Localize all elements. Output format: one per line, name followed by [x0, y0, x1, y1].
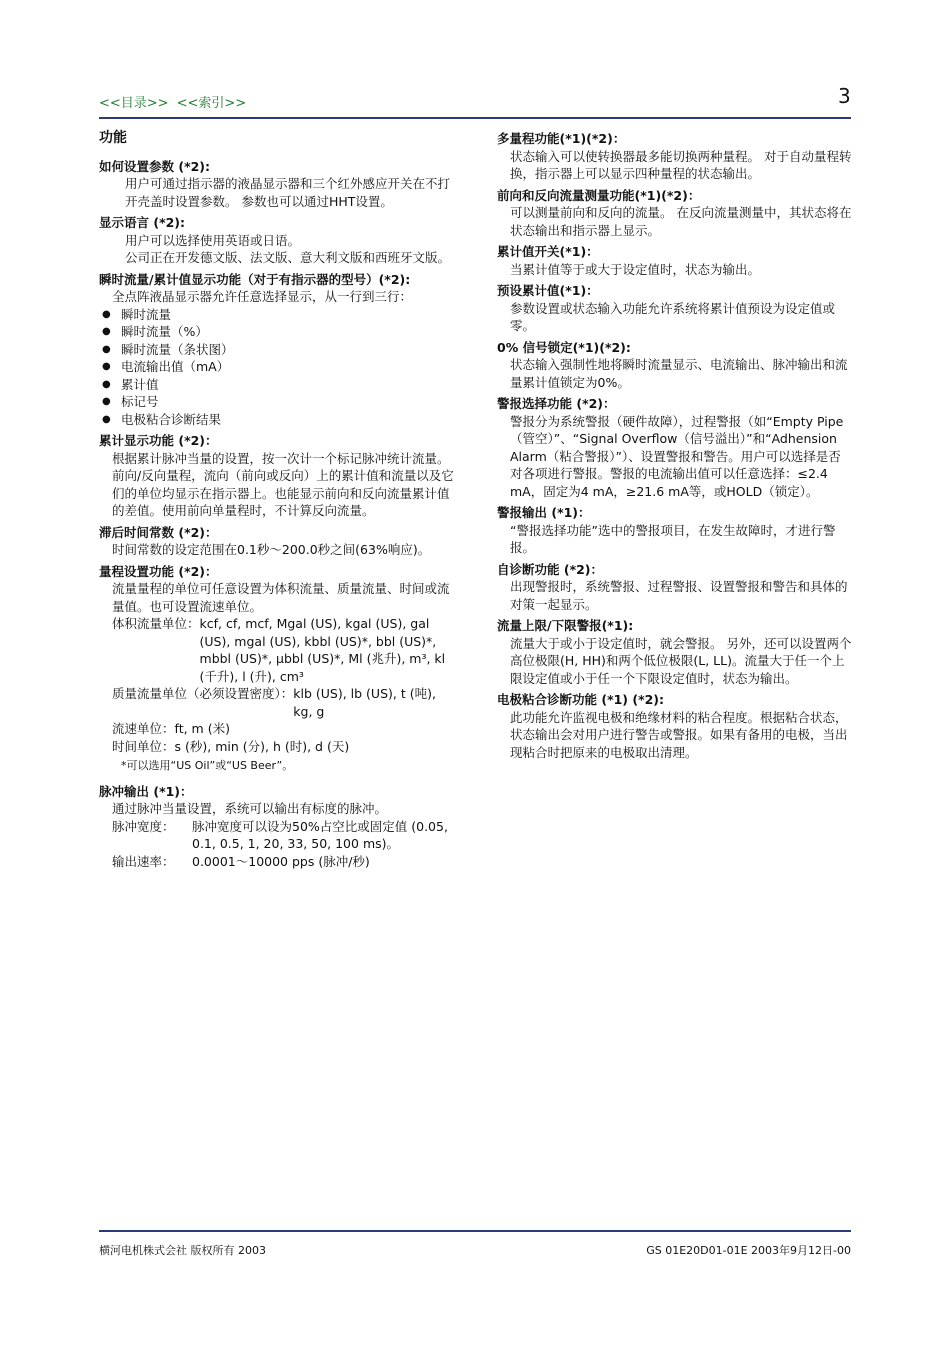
pulse-rate-row	[99, 853, 457, 871]
language-text-2: 公司正在开发德文版、法文版、意大利文版和西班牙文版。	[125, 250, 451, 265]
pulse-rate-value: 0.0001～10000 pps (脉冲/秒)	[192, 853, 370, 869]
list-item: ● 电极粘合诊断结果	[99, 411, 457, 429]
list-item: ● 电流输出值（mA）	[99, 358, 457, 376]
setting-title: 如何设置参数 (*2):	[99, 158, 211, 174]
zerolock-title: 0% 信号锁定(*1)(*2):	[497, 339, 631, 355]
totalswitch-text: 当累计值等于或大于设定值时，状态为输出。	[510, 261, 761, 277]
header-rule	[99, 117, 851, 119]
mass-unit-label: 质量流量单位（必须设置密度）：	[112, 686, 294, 701]
list-item: ● 瞬时流量（条状图）	[99, 341, 457, 359]
index-link[interactable]: <<索引>>	[176, 96, 247, 111]
contents-link[interactable]: <<目录>>	[99, 96, 169, 111]
right-column	[497, 130, 852, 761]
section-title: 功能	[99, 130, 127, 146]
pulse-text: 通过脉冲当量设置，系统可以输出有标度的脉冲。	[112, 801, 388, 816]
selfdiag-title: 自诊断功能 (*2)：	[497, 561, 604, 577]
time-unit-row	[99, 738, 457, 756]
time-unit-label: 时间单位：	[112, 738, 175, 754]
totalizer-title: 累计显示功能 (*2)：	[99, 433, 218, 448]
alarmout-text: “警报选择功能”选中的警报项目，在发生故障时，才进行警报。	[510, 522, 836, 555]
unit-note: *可以选用“US Oil”或“US Beer”。	[121, 759, 294, 772]
span-text: 流量量程的单位可任意设置为体积流量、质量流量、时间或流量值。也可设置流速单位。	[112, 581, 450, 614]
display-list	[99, 306, 457, 429]
velocity-unit-row	[99, 720, 457, 738]
mass-unit-row	[99, 685, 457, 720]
setting-text: 用户可通过指示器的液晶显示器和三个红外感应开关在不打开壳盖时设置参数。 参数也可以通过HHT设置。	[125, 176, 451, 209]
totalizer-text: 根据累计脉冲当量的设置，按一次计一个标记脉冲统计流量。前向/反向量程，流向（前向或反向）上的累计值和流量以及它们的单位均显示在指示器上。也能显示前向和反向流量累计值的差值。使用前向单量程时，不计算反向流量。	[112, 450, 454, 518]
language-text-1: 用户可以选择使用英语或日语。	[125, 232, 301, 248]
totalswitch-title: 累计值开关(*1)：	[497, 244, 599, 259]
selfdiag-text: 出现警报时，系统警报、过程警报、设置警报和警告和具体的对策一起显示。	[510, 579, 848, 612]
list-item: ● 标记号	[99, 393, 457, 411]
preset-text: 参数设置或状态输入功能允许系统将累计值预设为设定值或零。	[510, 300, 836, 333]
list-item: ● 瞬时流量（%）	[99, 323, 457, 341]
page-number: 3	[838, 84, 851, 108]
multirange-text: 状态输入可以使转换器最多能切换两种量程。 对于自动量程转换，指示器上可以显示四种量程的状态输出。	[510, 148, 852, 181]
pulse-width-value: 脉冲宽度可以设为50%占空比或固定值 (0.05, 0.1, 0.5, 1, 20, 33, 50, 100 ms)。	[192, 818, 448, 851]
pulse-rate-label: 输出速率：	[112, 853, 175, 869]
volume-unit-value: kcf, cf, mcf, Mgal (US), kgal (US), gal (US), mgal (US), kbbl (US)*, bbl (US)*, mbbl (US)*, µbbl (US)*, Ml (兆升), m³, kl (千升), l (升), cm³	[199, 616, 446, 684]
pulse-width-row	[99, 818, 457, 853]
damping-text: 时间常数的设定范围在0.1秒～200.0秒之间(63%响应)。	[112, 542, 431, 557]
footer-rule	[99, 1230, 851, 1232]
preset-title: 预设累计值(*1)：	[497, 283, 599, 298]
fwdrev-title: 前向和反向流量测量功能(*1)(*2)：	[497, 187, 701, 203]
list-item: ● 累计值	[99, 376, 457, 394]
limits-text: 流量大于或小于设定值时，就会警报。 另外，还可以设置两个高位极限(H, HH)和两个低位极限(L, LL)。流量大于任一个上限设定值或小于任一个下限设定值时，状态为输出。	[510, 635, 852, 686]
velocity-unit-value: ft, m (米)	[174, 721, 230, 736]
span-title: 量程设置功能 (*2)：	[99, 563, 218, 579]
alarmselect-title: 警报选择功能 (*2)：	[497, 396, 616, 411]
display-text: 全点阵液晶显示器允许任意选择显示，从一行到三行：	[112, 289, 413, 304]
pulse-title: 脉冲输出 (*1)：	[99, 783, 193, 799]
alarmout-title: 警报输出 (*1)：	[497, 505, 591, 520]
zerolock-text: 状态输入强制性地将瞬时流量显示、电流输出、脉冲输出和流量累计值锁定为0%。	[510, 357, 848, 390]
display-title: 瞬时流量/累计值显示功能（对于有指示器的型号）(*2):	[99, 271, 411, 287]
velocity-unit-label: 流速单位：	[112, 721, 175, 736]
header-links	[99, 92, 246, 111]
electrode-text: 此功能允许监视电极和绝缘材料的粘合程度。根据粘合状态，状态输出会对用户进行警告或警报。如果有备用的电极，当出现粘合时把原来的电极取出清理。	[510, 709, 848, 760]
footer-docinfo: GS 01E20D01-01E 2003年9月12日-00	[646, 1244, 851, 1257]
footer-copyright: 横河电机株式会社 版权所有 2003	[99, 1244, 266, 1257]
mass-unit-value: klb (US), lb (US), t (吨), kg, g	[293, 686, 436, 719]
pulse-width-label: 脉冲宽度：	[112, 818, 175, 834]
damping-title: 滞后时间常数 (*2)：	[99, 524, 218, 540]
list-item: ● 瞬时流量	[99, 306, 457, 324]
multirange-title: 多量程功能(*1)(*2)：	[497, 131, 626, 146]
alarmselect-text: 警报分为系统警报（硬件故障），过程警报（如“Empty Pipe（管空）”、“Signal Overflow（信号溢出）”和“Adhension Alarm（粘合警报）”）、设置警报和警告。用户可以选择是否对各项进行警报。警报的电流输出值可以任意选择：≤2.4 mA，固定为4 mA，≥21.6 mA等，或HOLD（锁定）。	[510, 413, 844, 499]
volume-unit-label: 体积流量单位：	[112, 616, 200, 631]
electrode-title: 电极粘合诊断功能 (*1) (*2):	[497, 692, 665, 707]
volume-unit-row	[99, 615, 457, 685]
left-column	[99, 130, 457, 870]
time-unit-value: s (秒), min (分), h (时), d (天)	[174, 738, 350, 754]
fwdrev-text: 可以测量前向和反向的流量。 在反向流量测量中，其状态将在状态输出和指示器上显示。	[510, 205, 852, 238]
limits-title: 流量上限/下限警报(*1):	[497, 618, 634, 633]
language-title: 显示语言 (*2):	[99, 215, 186, 230]
